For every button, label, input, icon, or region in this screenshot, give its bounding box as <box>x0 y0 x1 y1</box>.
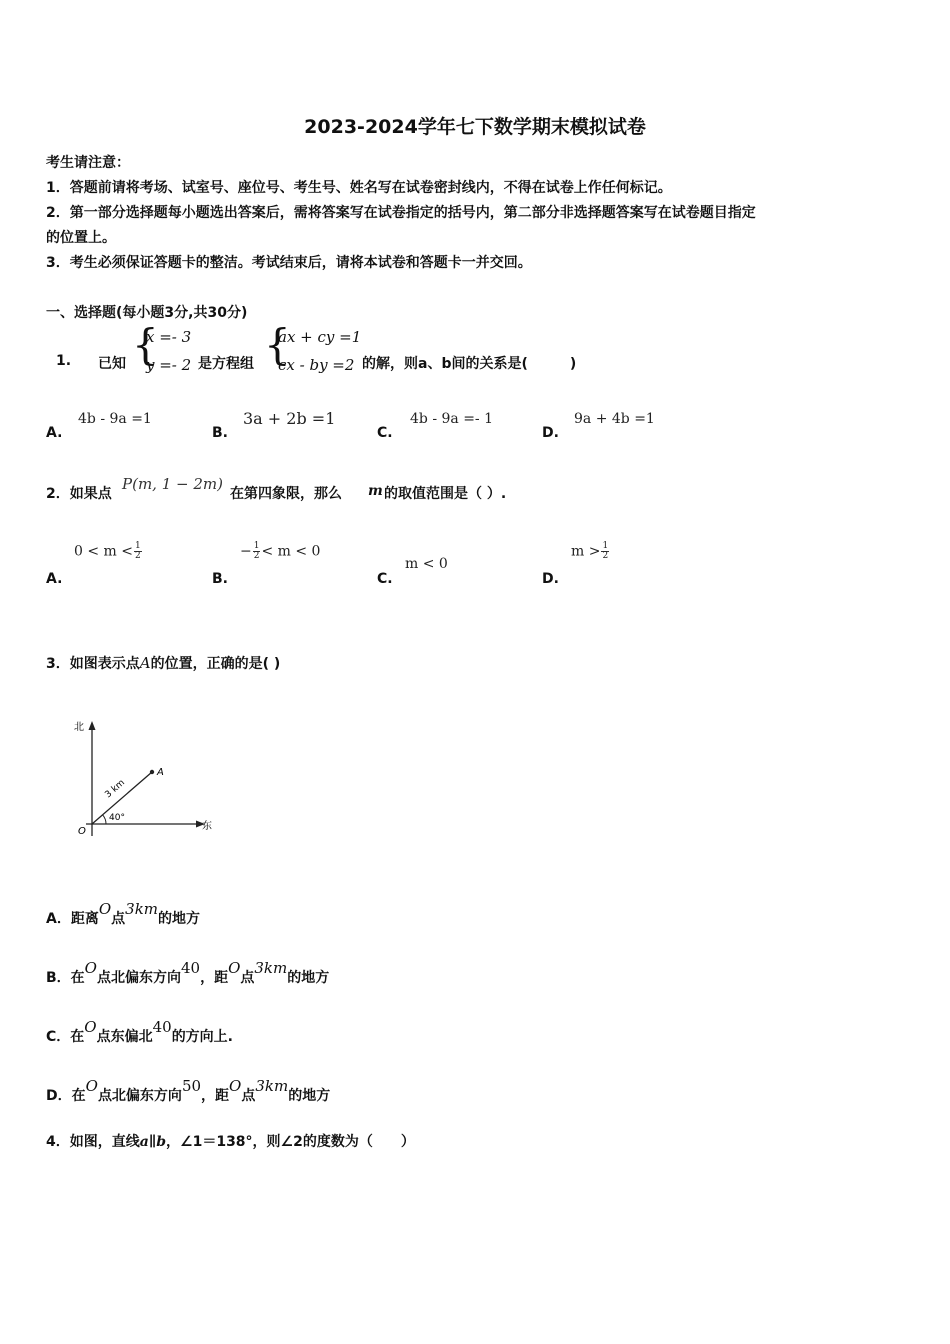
q3-option-b <box>46 959 330 987</box>
q1-option-c: 4b - 9a =- 1 <box>410 411 494 427</box>
origin-label: O <box>78 826 86 837</box>
q1-sys1-line2: y =- 2 <box>146 356 192 374</box>
q2-option-d-letter: D. <box>542 571 559 587</box>
notice-item-3: 3．考生必须保证答题卡的整洁。考试结束后，请将本试卷和答题卡一并交回。 <box>46 255 532 271</box>
fraction-numerator: 1 <box>253 541 260 551</box>
q1-text-pre: 已知 <box>98 356 126 372</box>
math-angle: 40 <box>180 959 201 977</box>
q1-brace-1: { <box>132 320 159 369</box>
text: 的方向上. <box>171 1029 234 1045</box>
math-distance: 3km <box>125 900 159 918</box>
text: 的地方 <box>287 970 330 986</box>
q2-option-b-fraction <box>253 542 261 561</box>
q2-option-d-expr: m > <box>571 543 601 560</box>
q2-var-m: m <box>368 483 383 499</box>
fraction-denominator: 2 <box>253 551 260 561</box>
q2-option-a-letter: A. <box>46 571 63 587</box>
q1-number: 1. <box>56 353 72 369</box>
distance-label: 3 km <box>103 777 128 801</box>
north-arrow-icon <box>89 721 96 730</box>
math-o: O <box>228 959 241 977</box>
notice-heading: 考生请注意： <box>46 155 130 171</box>
point-a-dot <box>150 770 154 774</box>
q2-option-c-letter: C. <box>377 571 393 587</box>
q1-sys2-line2: cx - by =2 <box>278 356 355 374</box>
q1-option-b: 3a + 2b =1 <box>243 409 336 428</box>
q2-option-a-expr: 0 < m < <box>74 543 133 560</box>
angle-arc <box>103 815 106 824</box>
q4-stem-pre: 4．如图，直线 <box>46 1134 140 1150</box>
text: D．在 <box>46 1088 86 1104</box>
q1-option-a-letter: A. <box>46 425 63 441</box>
text: 点 <box>241 1088 256 1104</box>
text: 点北偏东方向 <box>96 970 181 986</box>
east-label: 东 <box>202 821 212 832</box>
math-distance: 3km <box>255 1077 289 1095</box>
notice-item-1: 1．答题前请将考场、试室号、座位号、考生号、姓名写在试卷密封线内，不得在试卷上作任何标记。 <box>46 180 672 196</box>
q2-text-pre: 2．如果点 <box>46 486 112 502</box>
math-angle: 40 <box>152 1018 172 1036</box>
notice-item-2: 2．第一部分选择题每小题选出答案后，需将答案写在试卷指定的括号内，第二部分非选择题答案写在试卷题目指定 <box>46 205 756 221</box>
q2-option-c: m < 0 <box>405 556 448 572</box>
math-angle: 50 <box>181 1077 202 1095</box>
q3-stem-pre: 3．如图表示点 <box>46 656 140 672</box>
q1-sys2-line1: ax + cy =1 <box>278 328 362 346</box>
q1-brace-2: { <box>264 320 291 369</box>
q2-point: P(m, 1 − 2m) <box>122 475 223 493</box>
q4-stem <box>46 1131 415 1151</box>
q3-stem-post: 的位置，正确的是( ) <box>150 656 281 672</box>
q2-option-a <box>74 542 143 561</box>
q3-option-c <box>46 1018 234 1046</box>
math-o: O <box>98 900 112 918</box>
angle-label: 40° <box>109 813 125 823</box>
page-title: 2023-2024学年七下数学期末模拟试卷 <box>304 116 646 138</box>
q3-option-d <box>46 1077 331 1105</box>
q1-option-a: 4b - 9a =1 <box>78 411 152 427</box>
notice-item-2-cont: 的位置上。 <box>46 230 116 246</box>
q2-option-d-fraction <box>601 542 609 561</box>
text: ，距 <box>200 970 229 986</box>
q3-stem <box>46 653 280 673</box>
text: C．在 <box>46 1029 85 1045</box>
q2-text-post-b: 的取值范围是（ ）. <box>384 486 507 502</box>
text: 的地方 <box>288 1088 331 1104</box>
math-o: O <box>85 1077 98 1095</box>
q2-option-a-fraction <box>134 542 142 561</box>
text: 点 <box>240 970 255 986</box>
text: 点东偏北 <box>96 1029 153 1045</box>
math-o: O <box>84 959 97 977</box>
math-distance: 3km <box>254 959 288 977</box>
q3-var-a: A <box>139 654 151 672</box>
q4-stem-post: ，∠1＝138°，则∠2的度数为（ ） <box>166 1134 415 1150</box>
math-o: O <box>229 1077 242 1095</box>
fraction-denominator: 2 <box>135 551 141 561</box>
text: B．在 <box>46 970 85 986</box>
q2-option-b-letter: B. <box>212 571 228 587</box>
q1-option-c-letter: C. <box>377 425 393 441</box>
q1-option-d: 9a + 4b =1 <box>574 411 655 427</box>
q1-text-post: 的解，则a、b间的关系是( ) <box>362 356 577 372</box>
text: 的地方 <box>158 911 201 927</box>
q2-option-d <box>571 542 610 561</box>
q2-option-b <box>240 542 320 561</box>
text: 点北偏东方向 <box>97 1088 182 1104</box>
q1-sys1-line1: x =- 3 <box>146 328 192 346</box>
q2-text-post-a: 在第四象限，那么 <box>230 486 342 502</box>
math-o: O <box>84 1018 97 1036</box>
q1-option-d-letter: D. <box>542 425 559 441</box>
fraction-denominator: 2 <box>602 551 609 561</box>
point-a-label: A <box>157 767 164 778</box>
fraction-numerator: 1 <box>135 541 141 551</box>
section-heading: 一、选择题(每小题3分,共30分) <box>46 305 248 321</box>
north-label: 北 <box>74 722 84 733</box>
q4-relation: a∥b <box>139 1134 167 1150</box>
minus-sign: − <box>240 543 252 560</box>
q3-figure <box>72 712 222 842</box>
q3-option-a <box>46 900 201 928</box>
text: ，距 <box>201 1088 230 1104</box>
q1-option-b-letter: B. <box>212 425 228 441</box>
text: 点 <box>111 911 126 927</box>
fraction-numerator: 1 <box>602 541 609 551</box>
q1-text-mid: 是方程组 <box>198 356 254 372</box>
text: A．距离 <box>46 911 99 927</box>
q2-option-b-expr: < m < 0 <box>261 543 321 560</box>
